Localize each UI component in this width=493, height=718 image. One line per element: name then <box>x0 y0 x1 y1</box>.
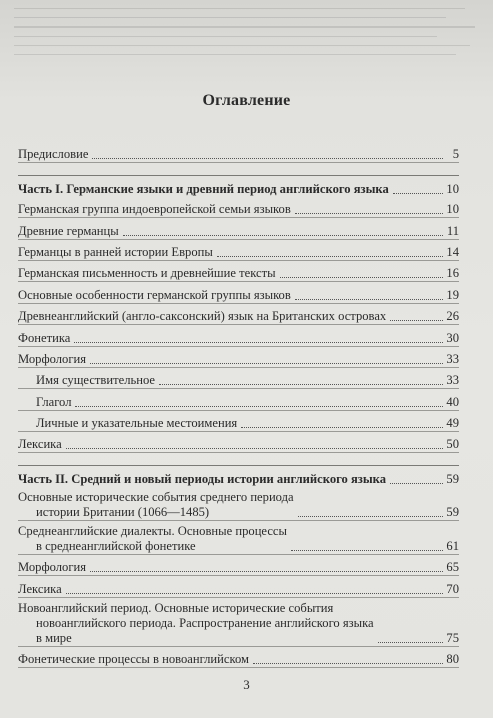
toc-entry-title: Часть I. Германские языки и древний период английского языка <box>18 181 389 196</box>
toc-entry-title: Древнеанглийский (англо-саксонский) язык на Британских островах <box>18 309 387 324</box>
toc-entry-title: Германская письменность и древнейшие тексты <box>18 266 276 281</box>
toc-entry-page: 26 <box>446 309 459 324</box>
toc-entry-title-line: Основные исторические события среднего периода <box>18 489 294 504</box>
toc-entry-title-line: новоанглийского периода. Распространение английского языка <box>36 615 374 630</box>
toc-entry[interactable] <box>18 647 459 668</box>
toc-entry-page: 10 <box>446 181 459 196</box>
toc-entry-page: 75 <box>446 630 459 645</box>
toc-entry-page: 70 <box>446 581 459 596</box>
toc-entry-page: 5 <box>452 147 459 162</box>
toc-part-heading[interactable] <box>18 466 459 486</box>
toc-heading: Оглавление <box>202 92 291 109</box>
toc-entry-title: Личные и указательные местоимения <box>36 416 238 431</box>
toc-entry-page: 40 <box>446 394 459 409</box>
toc-entry-page: 61 <box>446 538 459 553</box>
toc-entry-title-line: Среднеанглийские диалекты. Основные процессы <box>18 523 287 538</box>
toc-entry-title-line: в мире <box>36 630 72 645</box>
toc-entry-page: 59 <box>446 504 459 519</box>
toc-entry-page: 14 <box>446 244 459 259</box>
toc-entry[interactable] <box>18 555 459 576</box>
toc-entry-page: 59 <box>446 471 459 486</box>
toc-entry-title: Фонетические процессы в новоанглийском <box>18 652 250 667</box>
table-of-contents <box>18 142 459 668</box>
toc-entry-page: 11 <box>446 223 459 238</box>
section-divider <box>18 163 459 176</box>
toc-entry[interactable] <box>18 487 459 521</box>
toc-entry-title: Часть II. Средний и новый периоды истории английского языка <box>18 471 387 486</box>
toc-entry-title: Морфология <box>18 351 87 366</box>
toc-entry-title: Германская группа индоевропейской семьи языков <box>18 202 291 217</box>
toc-entry[interactable] <box>18 304 459 325</box>
toc-entry-title: Лексика <box>18 581 62 596</box>
page-number: 3 <box>243 677 250 692</box>
toc-entry-title: Морфология <box>18 560 87 575</box>
toc-entry-title: Лексика <box>18 437 62 452</box>
toc-entry[interactable] <box>18 576 459 597</box>
toc-entry-page: 50 <box>446 437 459 452</box>
toc-entry-title: Основные особенности германской группы языков <box>18 287 291 302</box>
toc-entry-page: 16 <box>446 266 459 281</box>
toc-entry[interactable] <box>18 197 459 218</box>
toc-entry[interactable] <box>18 598 459 647</box>
toc-entry-page: 33 <box>446 351 459 366</box>
toc-entry-title: Фонетика <box>18 330 71 345</box>
toc-entry-title-line: Новоанглийский период. Основные исторические события <box>18 600 334 615</box>
toc-entry[interactable] <box>18 240 459 261</box>
toc-entry[interactable] <box>18 142 459 163</box>
toc-entry-title: Германцы в ранней истории Европы <box>18 244 213 259</box>
toc-entry-page: 33 <box>446 373 459 388</box>
toc-entry[interactable] <box>18 218 459 239</box>
toc-entry[interactable] <box>18 325 459 346</box>
toc-subentry[interactable] <box>18 411 459 432</box>
toc-subentry[interactable] <box>18 389 459 410</box>
toc-entry[interactable] <box>18 282 459 303</box>
toc-entry[interactable] <box>18 521 459 555</box>
toc-entry-page: 19 <box>446 287 459 302</box>
toc-entry-page: 10 <box>446 202 459 217</box>
toc-entry-page: 30 <box>446 330 459 345</box>
bleed-through-text <box>14 0 484 100</box>
toc-entry-title: Древние германцы <box>18 223 119 238</box>
toc-entry[interactable] <box>18 347 459 368</box>
toc-entry[interactable] <box>18 432 459 453</box>
toc-entry-page: 49 <box>446 416 459 431</box>
toc-entry-page: 65 <box>446 560 459 575</box>
toc-entry-title-line: в среднеанглийской фонетике <box>36 538 196 553</box>
toc-entry-title-line: истории Британии (1066—1485) <box>36 504 210 519</box>
toc-part-heading[interactable] <box>18 176 459 196</box>
toc-entry-title: Предисловие <box>18 147 89 162</box>
section-divider <box>18 453 459 466</box>
toc-entry-page: 80 <box>446 652 459 667</box>
toc-entry[interactable] <box>18 261 459 282</box>
toc-entry-title: Глагол <box>36 394 72 409</box>
toc-subentry[interactable] <box>18 368 459 389</box>
toc-entry-title: Имя существительное <box>36 373 156 388</box>
